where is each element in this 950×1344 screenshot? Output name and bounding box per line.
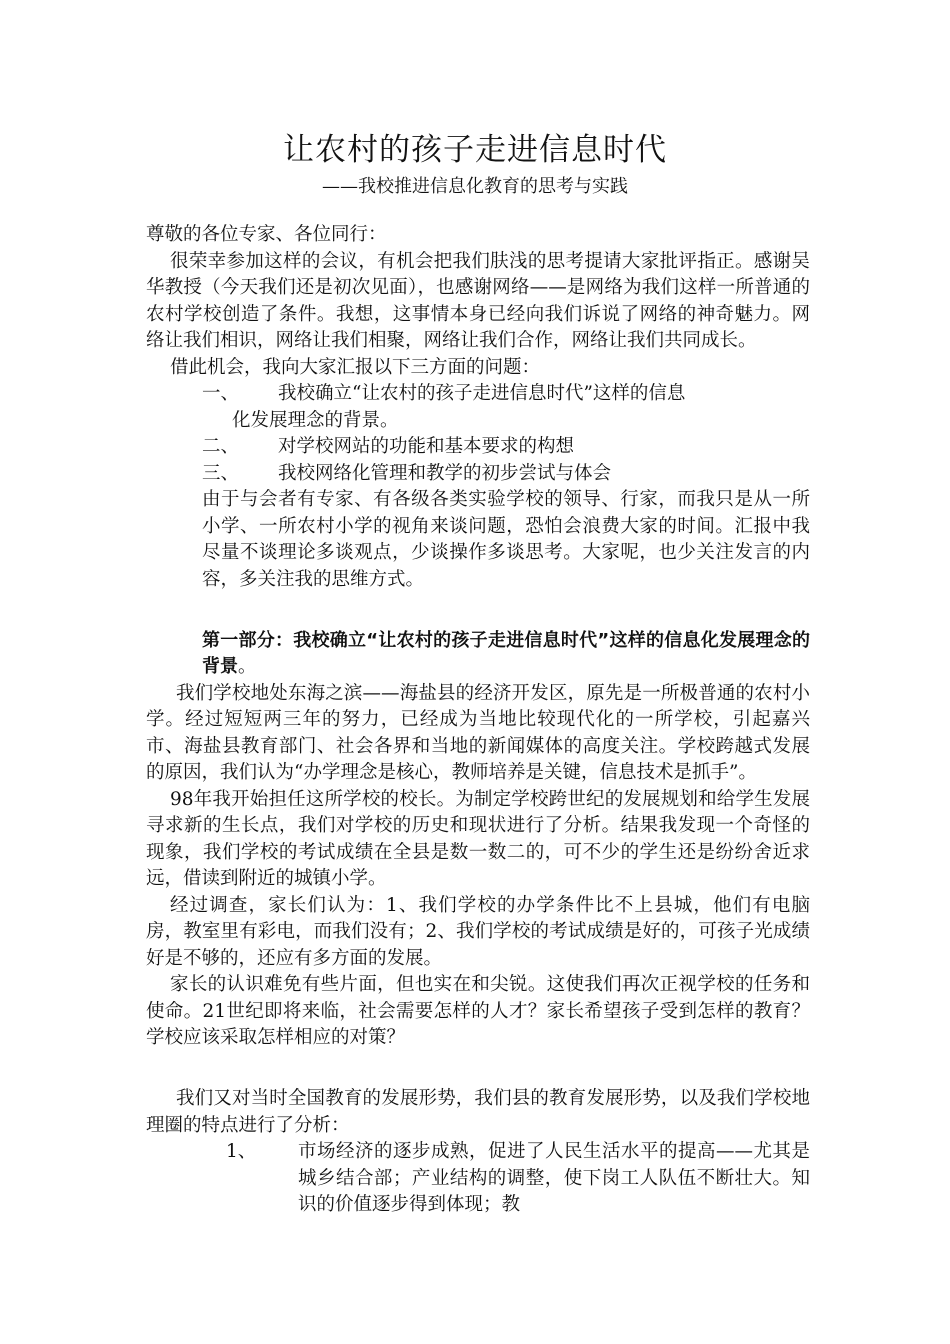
document-body bbox=[146, 222, 810, 1219]
section-1-heading-text: 第一部分：我校确立“让农村的孩子走进信息时代”这样的信息化发展理念的背景 bbox=[202, 629, 810, 677]
intro-paragraph-1: 很荣幸参加这样的会议，有机会把我们肤浅的思考提请大家批评指正。感谢吴华教授（今天我们还是初次见面），也感谢网络——是网络为我们这样一所普通的农村学校创造了条件。我想，这事情本身已经向我们诉说了网络的神奇魅力。网络让我们相识，网络让我们相聚，网络让我们合作，网络让我们共同成长。 bbox=[146, 250, 810, 351]
spacer bbox=[146, 1078, 810, 1086]
outline-item-number: 一、 bbox=[202, 383, 240, 404]
blank-line bbox=[146, 1052, 810, 1079]
outline-item-continuation: 化发展理念的背景。 bbox=[232, 409, 399, 431]
outline-item-number: 二、 bbox=[202, 436, 240, 457]
greeting: 尊敬的各位专家、各位同行： bbox=[146, 224, 387, 245]
analysis-item-1 bbox=[146, 1139, 810, 1219]
section-1-heading bbox=[146, 628, 810, 681]
outline-item-text: 我校确立“让农村的孩子走进信息时代”这样的信息 bbox=[278, 383, 686, 404]
paragraph-school: 我们学校地处东海之滨——海盐县的经济开发区，原先是一所极普通的农村小学。经过短短两三年的努力，已经成为当地比较现代化的一所学校，引起嘉兴市、海盐县教育部门、社会各界和当地的新闻媒体的高度关注。学校跨越式发展的原因，我们认为“办学理念是核心，教师培养是关键，信息技术是抓手”。 bbox=[146, 682, 810, 783]
analysis-item-number: 1、 bbox=[226, 1141, 257, 1162]
outline-item-text: 我校网络化管理和教学的初步尝试与体会 bbox=[278, 462, 612, 484]
outline-item-1 bbox=[146, 381, 810, 408]
outline-list bbox=[146, 381, 810, 487]
spacer bbox=[146, 620, 810, 628]
blank-line bbox=[146, 593, 810, 620]
analysis-item-text: 市场经济的逐步成熟，促进了人民生活水平的提高——尤其是城乡结合部；产业结构的调整，使下岗工人队伍不断壮大。知识的价值逐步得到体现；教 bbox=[298, 1141, 810, 1215]
document-subtitle: ——我校推进信息化教育的思考与实践 bbox=[322, 176, 628, 197]
outline-item-text: 对学校网站的功能和基本要求的构想 bbox=[278, 436, 575, 457]
intro-paragraph-3: 由于与会者有专家、有各级各类实验学校的领导、行家，而我只是从一所小学、一所农村小学的视角来谈问题，恐怕会浪费大家的时间。汇报中我尽量不谈理论多谈观点，少谈操作多谈思考。大家呢，也少关注发言的内容，多关注我的思维方式。 bbox=[202, 489, 810, 590]
paragraph-analysis: 我们又对当时全国教育的发展形势，我们县的教育发展形势，以及我们学校地理圈的特点进行了分析： bbox=[146, 1088, 810, 1136]
section-1-heading-tail: 。 bbox=[238, 656, 256, 677]
paragraph-parents: 家长的认识难免有些片面，但也实在和尖锐。这使我们再次正视学校的任务和使命。21世纪即将来临，社会需要怎样的人才？家长希望孩子受到怎样的教育？学校应该采取怎样相应的对策？ bbox=[146, 974, 810, 1048]
paragraph-98: 98年我开始担任这所学校的校长。为制定学校跨世纪的发展规划和给学生发展寻求新的生长点，我们对学校的历史和现状进行了分析。结果我发现一个奇怪的现象，我们学校的考试成绩在全县是数一数二的，可不少的学生还是纷纷舍近求远，借读到附近的城镇小学。 bbox=[146, 788, 810, 889]
outline-item-number: 三、 bbox=[202, 462, 240, 484]
outline-item-3 bbox=[146, 461, 810, 488]
document-title: 让农村的孩子走进信息时代 bbox=[283, 132, 667, 168]
paragraph-survey: 经过调查，家长们认为：1、我们学校的办学条件比不上县城，他们有电脑房，教室里有彩电，而我们没有；2、我们学校的考试成绩是好的，可孩子光成绩好是不够的，还应有多方面的发展。 bbox=[146, 894, 810, 969]
outline-item-2 bbox=[146, 434, 810, 461]
intro-paragraph-2: 借此机会，我向大家汇报以下三方面的问题： bbox=[170, 356, 541, 378]
